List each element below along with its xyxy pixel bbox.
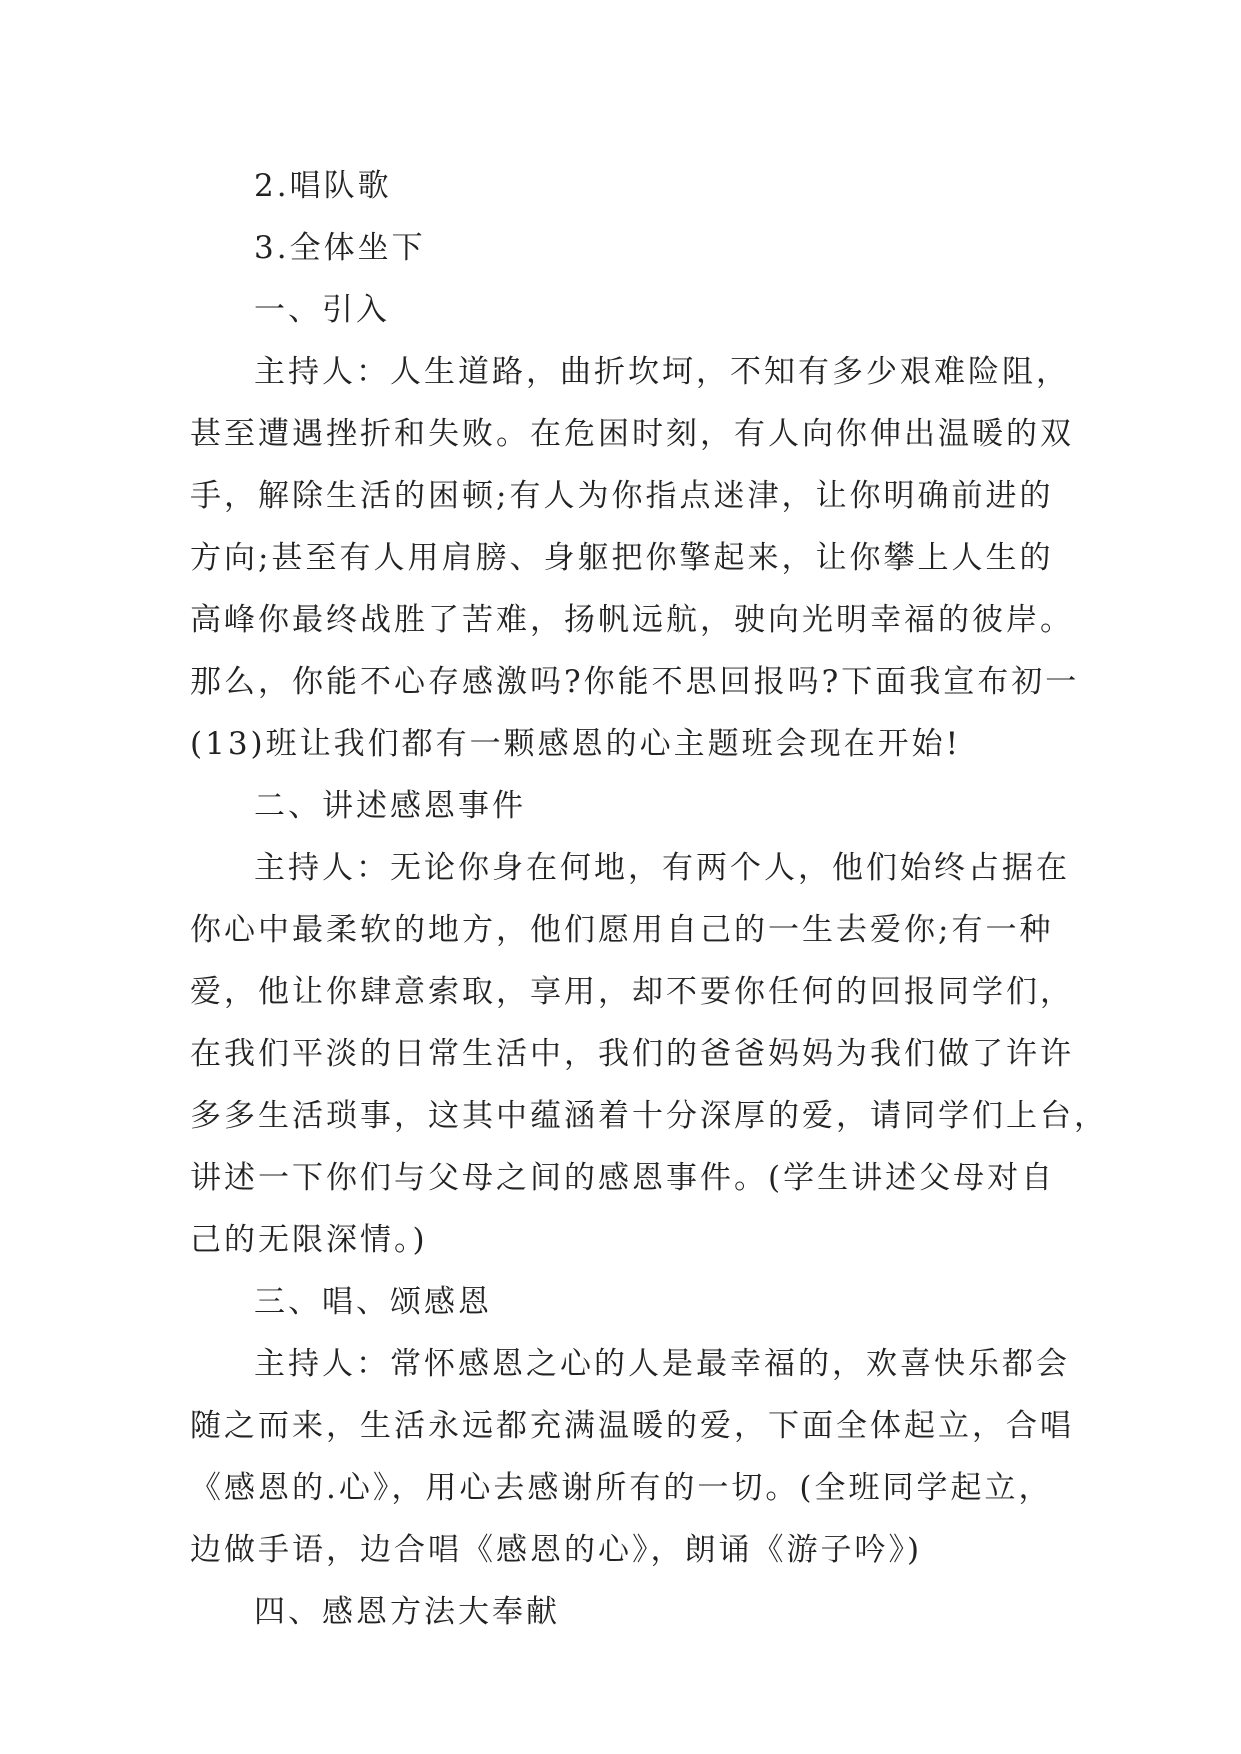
text-line: 边做手语，边合唱《感恩的心》，朗诵《游子吟》) bbox=[190, 1532, 923, 1568]
text-line: 手，解除生活的困顿;有人为你指点迷津，让你明确前进的 bbox=[190, 478, 1054, 514]
text-line: 那么，你能不心存感激吗?你能不思回报吗?下面我宣布初一 bbox=[190, 664, 1080, 700]
text-line: 己的无限深情。) bbox=[190, 1222, 428, 1258]
text-line: 你心中最柔软的地方，他们愿用自己的一生去爱你;有一种 bbox=[190, 912, 1054, 948]
text-line: 主持人：无论你身在何地，有两个人，他们始终占据在 bbox=[254, 850, 1070, 886]
text-line: 3.全体坐下 bbox=[254, 230, 426, 266]
text-line: 爱，他让你肆意索取，享用，却不要你任何的回报同学们， bbox=[190, 974, 1074, 1010]
text-line: 一、引入 bbox=[254, 292, 390, 328]
text-line: 三、唱、颂感恩 bbox=[254, 1284, 492, 1320]
text-line: 四、感恩方法大奉献 bbox=[254, 1594, 560, 1630]
text-line: 2.唱队歌 bbox=[254, 168, 392, 204]
text-line: 多多生活琐事，这其中蕴涵着十分深厚的爱，请同学们上台， bbox=[190, 1098, 1108, 1134]
text-line: 甚至遭遇挫折和失败。在危困时刻，有人向你伸出温暖的双 bbox=[190, 416, 1074, 452]
text-line: (13)班让我们都有一颗感恩的心主题班会现在开始! bbox=[190, 726, 962, 762]
text-line: 在我们平淡的日常生活中，我们的爸爸妈妈为我们做了许许 bbox=[190, 1036, 1074, 1072]
text-line: 主持人：人生道路，曲折坎坷，不知有多少艰难险阻， bbox=[254, 354, 1070, 390]
text-line: 随之而来，生活永远都充满温暖的爱，下面全体起立，合唱 bbox=[190, 1408, 1074, 1444]
text-line: 《感恩的.心》，用心去感谢所有的一切。(全班同学起立， bbox=[190, 1470, 1053, 1506]
text-line: 方向;甚至有人用肩膀、身躯把你擎起来，让你攀上人生的 bbox=[190, 540, 1054, 576]
text-line: 高峰你最终战胜了苦难，扬帆远航，驶向光明幸福的彼岸。 bbox=[190, 602, 1074, 638]
text-line: 二、讲述感恩事件 bbox=[254, 788, 526, 824]
text-line: 讲述一下你们与父母之间的感恩事件。(学生讲述父母对自 bbox=[190, 1160, 1056, 1196]
document-body bbox=[190, 155, 1108, 1643]
text-line: 主持人：常怀感恩之心的人是最幸福的，欢喜快乐都会 bbox=[254, 1346, 1070, 1382]
